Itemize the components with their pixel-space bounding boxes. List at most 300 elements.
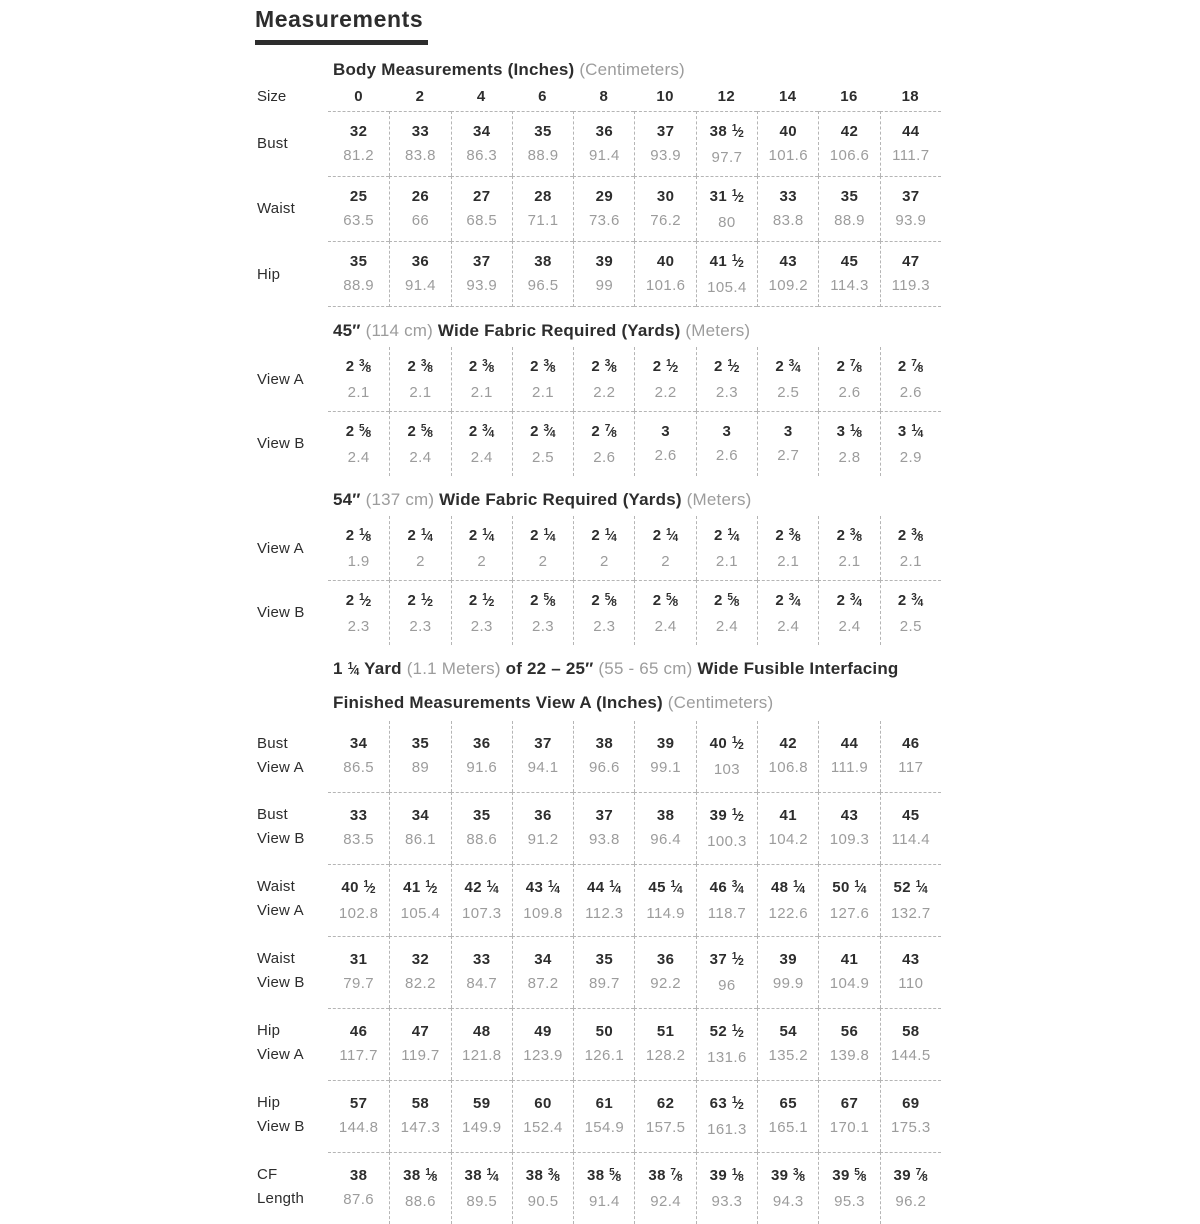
inch-value: 38 $^1⁄_2$ <box>709 123 745 140</box>
inch-value: 2 $^3⁄_8$ <box>897 527 924 544</box>
measurement-cell <box>573 864 634 936</box>
cm-value: 105.4 <box>707 279 747 296</box>
inch-value: 50 <box>595 1023 614 1040</box>
cm-value: 88.9 <box>527 147 559 164</box>
inch-value: 62 <box>656 1095 675 1112</box>
cm-value: 96.4 <box>650 831 682 848</box>
cm-value: 1.9 <box>347 553 370 570</box>
measurement-cell <box>389 516 450 580</box>
cm-value: 118.7 <box>707 905 747 922</box>
heading-muted-segment: (55 - 65 cm) <box>598 659 698 678</box>
measurement-cell <box>818 721 879 792</box>
inch-value: 44 $^1⁄_4$ <box>587 879 622 896</box>
inch-value: 2 $^3⁄_4$ <box>775 592 802 609</box>
measurement-cell <box>328 111 389 176</box>
measurement-cell <box>573 580 634 645</box>
inch-value: 27 <box>472 188 491 205</box>
cm-value: 96.6 <box>588 759 620 776</box>
measurement-cell <box>451 721 512 792</box>
inch-value: 2 $^1⁄_2$ <box>345 592 372 609</box>
inch-value: 56 <box>840 1023 859 1040</box>
inch-value: 2 $^5⁄_8$ <box>591 592 618 609</box>
fraction: $^1⁄_4$ <box>420 527 434 544</box>
inch-value: 34 <box>411 807 430 824</box>
cm-value: 97.7 <box>711 149 743 166</box>
measurement-cell <box>573 1080 634 1152</box>
inch-value: 34 <box>472 123 491 140</box>
row-label-line: View A <box>257 759 304 776</box>
cm-value: 2.5 <box>899 618 922 635</box>
inch-value: 2 $^3⁄_8$ <box>345 358 372 375</box>
fraction: $^1⁄_2$ <box>731 1095 745 1112</box>
cm-value: 76.2 <box>650 212 682 229</box>
inch-value: 2 $^5⁄_8$ <box>530 592 556 609</box>
measurement-cell <box>573 721 634 792</box>
cm-value: 106.8 <box>768 759 808 776</box>
cm-value: 2.3 <box>409 618 432 635</box>
inch-value: 2 $^3⁄_4$ <box>836 592 863 609</box>
row-label-line: View A <box>257 370 304 388</box>
cm-value: 109.8 <box>523 905 563 922</box>
cm-value: 122.6 <box>768 905 808 922</box>
measurement-cell <box>389 1008 450 1080</box>
measurement-cell <box>512 1008 573 1080</box>
measurement-cell <box>696 580 757 645</box>
row-label-line: Bust <box>257 135 288 152</box>
inch-value: 2 $^1⁄_4$ <box>407 527 434 544</box>
fabric-54-table <box>255 516 955 645</box>
measurement-cell <box>818 864 879 936</box>
inch-value: 52 $^1⁄_4$ <box>893 879 929 896</box>
fraction: $^3⁄_4$ <box>482 423 495 440</box>
measurement-cell <box>757 176 818 241</box>
measurement-cell <box>818 936 879 1008</box>
table-row <box>255 1008 955 1080</box>
cm-value: 2.3 <box>470 618 493 635</box>
cm-value: 112.3 <box>585 905 624 922</box>
inch-value: 30 <box>656 188 675 205</box>
inch-value: 35 <box>349 253 368 270</box>
row-label-line: View A <box>257 1046 304 1063</box>
measurement-cell <box>696 721 757 792</box>
cm-value: 79.7 <box>343 975 375 992</box>
table-row <box>255 792 955 864</box>
cm-value: 139.8 <box>829 1047 870 1064</box>
inch-value: 35 <box>411 735 430 752</box>
cm-value: 2 <box>599 553 609 570</box>
row-label <box>255 721 328 792</box>
inch-value: 2 $^1⁄_4$ <box>591 527 618 544</box>
size-value: 8 <box>599 88 609 105</box>
measurement-cell <box>880 1152 941 1224</box>
measurement-cell <box>451 347 512 411</box>
cm-value: 2.3 <box>715 384 738 401</box>
measurement-cell <box>818 1008 879 1080</box>
heading-segment: Wide Fabric Required (Yards) <box>439 490 687 509</box>
measurement-cell <box>634 721 695 792</box>
fraction: $^3⁄_8$ <box>911 527 924 544</box>
row-label-line: Hip <box>257 1022 281 1039</box>
row-label <box>255 241 328 307</box>
inch-value: 2 $^1⁄_4$ <box>714 527 740 544</box>
inch-value: 2 $^3⁄_8$ <box>468 358 495 375</box>
inch-value: 2 $^1⁄_8$ <box>345 527 372 544</box>
measurement-cell <box>389 792 450 864</box>
row-label-line: Hip <box>257 265 281 283</box>
inch-value: 3 $^1⁄_8$ <box>836 423 863 440</box>
inch-value: 46 <box>349 1023 368 1040</box>
cm-value: 2.3 <box>347 618 370 635</box>
inch-value: 3 <box>783 423 793 440</box>
cm-value: 93.9 <box>895 212 927 229</box>
inch-value: 2 $^1⁄_4$ <box>530 527 556 544</box>
cm-value: 99.9 <box>772 975 804 992</box>
cm-value: 88.9 <box>343 277 375 294</box>
cm-value: 111.7 <box>892 147 930 164</box>
inch-value: 26 <box>411 188 430 205</box>
measurement-cell <box>389 1080 450 1152</box>
measurement-cell <box>328 1152 389 1224</box>
inch-value: 35 <box>840 188 859 205</box>
measurement-cell <box>328 516 389 580</box>
cm-value: 99 <box>595 277 614 294</box>
cm-value: 157.5 <box>645 1119 686 1136</box>
inch-value: 33 <box>779 188 797 205</box>
cm-value: 87.6 <box>343 1191 375 1208</box>
cm-value: 127.6 <box>829 905 870 922</box>
inch-value: 38 $^5⁄_8$ <box>587 1167 622 1184</box>
cm-value: 147.3 <box>400 1119 441 1136</box>
fraction: $^3⁄_4$ <box>788 358 802 375</box>
heading-segment: 1 $^1⁄_4$ Yard <box>333 659 407 678</box>
fraction: $^1⁄_2$ <box>731 123 745 140</box>
inch-value: 41 $^1⁄_2$ <box>709 253 745 270</box>
row-label-line: Waist <box>257 950 295 967</box>
cm-value: 2.4 <box>654 618 677 635</box>
measurement-cell <box>757 111 818 176</box>
measurement-cell <box>451 1080 512 1152</box>
cm-value: 119.7 <box>401 1047 440 1064</box>
inch-value: 2 $^3⁄_8$ <box>775 527 802 544</box>
fraction: $^3⁄_4$ <box>731 879 745 896</box>
heading-muted-segment: (Meters) <box>686 490 752 509</box>
fraction: $^1⁄_2$ <box>482 592 495 609</box>
measurement-cell <box>451 864 512 936</box>
row-label <box>255 411 328 476</box>
fabric-45-heading <box>333 321 955 341</box>
inch-value: 39 $^1⁄_8$ <box>709 1167 745 1184</box>
chart-content <box>255 6 955 1224</box>
fraction: $^3⁄_8$ <box>420 358 434 375</box>
measurement-cell <box>451 1008 512 1080</box>
inch-value: 2 $^1⁄_2$ <box>468 592 495 609</box>
cm-value: 117.7 <box>339 1047 378 1064</box>
inch-value: 3 <box>661 423 670 440</box>
inch-value: 40 $^1⁄_2$ <box>341 879 376 896</box>
measurement-cell <box>634 580 695 645</box>
inch-value: 38 <box>656 807 675 824</box>
fraction: $^3⁄_8$ <box>359 358 372 375</box>
measurement-cell <box>573 176 634 241</box>
fraction: $^1⁄_4$ <box>547 879 561 896</box>
inch-value: 40 $^1⁄_2$ <box>709 735 745 752</box>
inch-value: 38 $^1⁄_4$ <box>464 1167 500 1184</box>
heading-segment: 45″ <box>333 321 366 340</box>
cm-value: 95.3 <box>834 1193 865 1210</box>
cm-value: 2.4 <box>715 618 738 635</box>
cm-value: 114.3 <box>830 277 869 294</box>
row-label-line: View B <box>257 830 305 847</box>
measurement-cell <box>328 347 389 411</box>
inch-value: 31 $^1⁄_2$ <box>709 188 745 205</box>
inch-value: 37 <box>595 807 614 824</box>
inch-value: 29 <box>595 188 614 205</box>
cm-value: 132.7 <box>891 905 931 922</box>
measurement-cell <box>512 111 573 176</box>
measurement-cell <box>757 721 818 792</box>
fraction: $^1⁄_4$ <box>543 527 556 544</box>
heading-muted-segment: (137 cm) <box>365 490 440 509</box>
row-label <box>255 936 328 1008</box>
measurement-cell <box>818 347 879 411</box>
row-label <box>255 176 328 241</box>
fraction: $^5⁄_8$ <box>604 592 618 609</box>
inch-value: 36 <box>534 807 552 824</box>
cm-value: 83.8 <box>772 212 804 229</box>
measurement-cell <box>451 580 512 645</box>
inch-value: 45 $^1⁄_4$ <box>648 879 683 896</box>
inch-value: 51 <box>656 1023 675 1040</box>
measurement-cell <box>757 411 818 476</box>
cm-value: 2.4 <box>470 449 493 466</box>
measurement-cell <box>512 864 573 936</box>
cm-value: 91.2 <box>527 831 559 848</box>
inch-value: 33 <box>411 123 430 140</box>
inch-value: 2 $^3⁄_8$ <box>591 358 618 375</box>
cm-value: 96.5 <box>527 277 559 294</box>
measurement-cell <box>389 936 450 1008</box>
inch-value: 46 <box>902 735 920 752</box>
inch-value: 39 <box>779 951 797 968</box>
fraction: $^3⁄_8$ <box>482 358 495 375</box>
measurement-cell <box>880 936 941 1008</box>
inch-value: 42 <box>779 735 797 752</box>
measurement-cell <box>818 516 879 580</box>
fraction: $^1⁄_2$ <box>731 253 745 270</box>
measurement-cell <box>696 516 757 580</box>
cm-value: 165.1 <box>768 1119 808 1136</box>
inch-value: 2 $^7⁄_8$ <box>591 423 618 440</box>
inch-value: 39 $^1⁄_2$ <box>709 807 745 824</box>
inch-value: 37 $^1⁄_2$ <box>709 951 745 968</box>
measurement-cell <box>328 1008 389 1080</box>
row-label <box>255 111 328 176</box>
measurement-cell <box>757 1008 818 1080</box>
measurement-cell <box>389 1152 450 1224</box>
cm-value: 2.4 <box>409 449 432 466</box>
measurement-cell <box>328 792 389 864</box>
inch-value: 49 <box>534 1023 552 1040</box>
row-label <box>255 1080 328 1152</box>
cm-value: 2.2 <box>654 384 677 401</box>
inch-value: 47 <box>902 253 920 270</box>
cm-value: 86.1 <box>405 831 436 848</box>
measurement-cell <box>451 516 512 580</box>
inch-value: 45 <box>902 807 920 824</box>
inch-value: 35 <box>595 951 614 968</box>
inch-value: 3 <box>722 423 732 440</box>
measurement-cell <box>634 347 695 411</box>
table-row <box>255 241 955 307</box>
inch-value: 40 <box>656 253 675 270</box>
title-underline <box>255 40 428 45</box>
cm-value: 109.2 <box>768 277 808 294</box>
cm-value: 2 <box>477 553 487 570</box>
cm-value: 135.2 <box>768 1047 808 1064</box>
body-measurements-section <box>255 60 955 307</box>
cm-value: 92.2 <box>650 975 682 992</box>
cm-value: 105.4 <box>400 905 441 922</box>
measurement-cell <box>328 936 389 1008</box>
measurement-cell <box>328 241 389 307</box>
measurement-cell <box>696 411 757 476</box>
table-row <box>255 176 955 241</box>
measurement-cell <box>880 516 941 580</box>
cm-value: 100.3 <box>707 833 747 850</box>
measurement-cell <box>880 176 941 241</box>
cm-value: 96 <box>718 977 736 994</box>
fraction: $^1⁄_4$ <box>482 527 495 544</box>
inch-value: 41 $^1⁄_2$ <box>403 879 438 896</box>
row-label-line: Waist <box>257 200 295 217</box>
inch-value: 58 <box>411 1095 430 1112</box>
cm-value: 119.3 <box>891 277 931 294</box>
inch-value: 2 $^7⁄_8$ <box>836 358 863 375</box>
fraction: $^1⁄_2$ <box>731 1023 745 1040</box>
table-row <box>255 516 955 580</box>
inch-value: 39 $^7⁄_8$ <box>893 1167 929 1184</box>
inch-value: 2 $^3⁄_8$ <box>530 358 556 375</box>
cm-value: 110 <box>898 975 924 992</box>
inch-value: 2 $^7⁄_8$ <box>897 358 924 375</box>
measurement-cell <box>634 176 695 241</box>
cm-value: 86.3 <box>466 147 498 164</box>
finished-measurements-section <box>255 693 955 1224</box>
cm-value: 2.1 <box>777 553 800 570</box>
cm-value: 91.4 <box>405 277 436 294</box>
cm-value: 104.2 <box>768 831 808 848</box>
fraction: $^7⁄_8$ <box>604 423 618 440</box>
inch-value: 36 <box>411 253 430 270</box>
measurement-cell <box>389 176 450 241</box>
cm-value: 2 <box>538 553 548 570</box>
fraction: $^1⁄_8$ <box>731 1167 745 1184</box>
table-row <box>255 347 955 411</box>
fraction: $^5⁄_8$ <box>359 423 372 440</box>
measurement-cell <box>634 241 695 307</box>
fraction: $^1⁄_8$ <box>425 1167 438 1184</box>
inch-value: 2 $^1⁄_4$ <box>652 527 679 544</box>
inch-value: 28 <box>534 188 552 205</box>
measurement-cell <box>512 792 573 864</box>
cm-value: 2.1 <box>347 384 370 401</box>
measurement-cell <box>696 864 757 936</box>
inch-value: 33 <box>349 807 368 824</box>
table-row <box>255 111 955 176</box>
inch-value: 2 $^1⁄_4$ <box>468 527 495 544</box>
measurement-cell <box>328 176 389 241</box>
measurement-cell <box>451 176 512 241</box>
inch-value: 2 $^1⁄_2$ <box>652 358 679 375</box>
cm-value: 123.9 <box>523 1047 563 1064</box>
measurement-cell <box>512 1152 573 1224</box>
inch-value: 32 <box>349 123 368 140</box>
inch-value: 38 $^1⁄_8$ <box>403 1167 438 1184</box>
cm-value: 93.9 <box>466 277 498 294</box>
cm-value: 144.5 <box>891 1047 931 1064</box>
fraction: $^1⁄_2$ <box>666 358 679 375</box>
measurement-cell <box>818 580 879 645</box>
inch-value: 41 <box>779 807 797 824</box>
measurement-cell <box>880 347 941 411</box>
inch-value: 38 $^7⁄_8$ <box>648 1167 683 1184</box>
measurement-cell <box>880 411 941 476</box>
table-row <box>255 580 955 645</box>
cm-value: 82.2 <box>405 975 436 992</box>
fraction: $^1⁄_4$ <box>666 527 679 544</box>
cm-value: 114.9 <box>646 905 685 922</box>
measurement-cell <box>389 580 450 645</box>
fraction: $^3⁄_8$ <box>604 358 618 375</box>
inch-value: 39 $^3⁄_8$ <box>770 1167 806 1184</box>
inch-value: 36 <box>656 951 675 968</box>
measurement-cell <box>880 241 941 307</box>
measurement-cell <box>389 721 450 792</box>
measurement-cell <box>818 411 879 476</box>
row-label-line: View A <box>257 902 304 919</box>
measurement-cell <box>757 792 818 864</box>
table-row <box>255 1152 955 1224</box>
fraction: $^1⁄_2$ <box>731 951 745 968</box>
inch-value: 37 <box>656 123 675 140</box>
measurement-cell <box>512 721 573 792</box>
inch-value: 38 $^3⁄_8$ <box>525 1167 561 1184</box>
measurement-cell <box>512 1080 573 1152</box>
measurement-cell <box>757 936 818 1008</box>
measurement-cell <box>818 792 879 864</box>
row-label-line: View A <box>257 539 304 557</box>
row-label-line: Hip <box>257 1094 281 1111</box>
cm-value: 2.5 <box>532 449 555 466</box>
fraction: $^3⁄_4$ <box>543 423 556 440</box>
inch-value: 39 <box>595 253 614 270</box>
inch-value: 65 <box>779 1095 797 1112</box>
measurement-cell <box>757 1152 818 1224</box>
inch-value: 57 <box>349 1095 368 1112</box>
fraction: $^5⁄_8$ <box>543 592 556 609</box>
cm-value: 80 <box>718 214 736 231</box>
measurement-cell <box>880 1008 941 1080</box>
heading-segment: Body Measurements (Inches) <box>333 60 580 79</box>
measurement-cell <box>696 241 757 307</box>
cm-value: 2.1 <box>470 384 493 401</box>
inch-value: 60 <box>534 1095 552 1112</box>
measurement-cell <box>880 111 941 176</box>
measurement-cell <box>512 516 573 580</box>
measurement-cell <box>696 347 757 411</box>
cm-value: 68.5 <box>466 212 498 229</box>
fraction: $^1⁄_2$ <box>731 188 745 205</box>
